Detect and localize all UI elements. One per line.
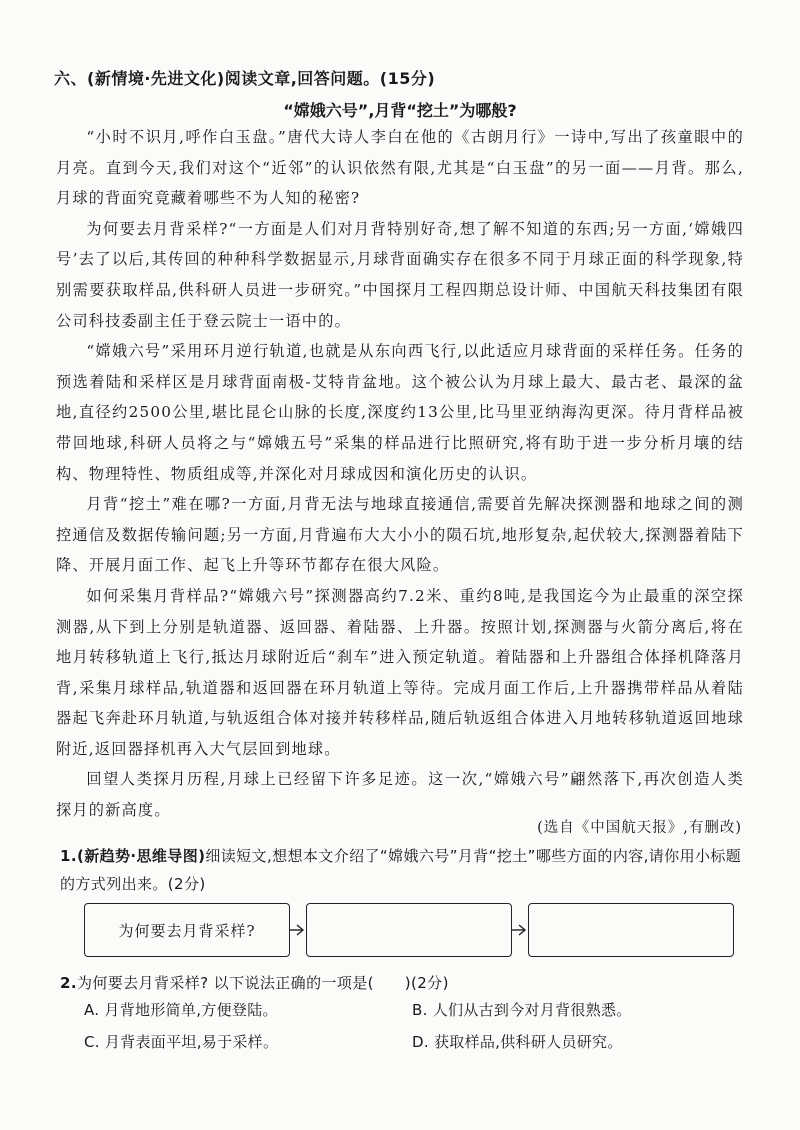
mind-map-box-1-label: 为何要去月背采样? [118, 921, 256, 940]
article-body [56, 122, 744, 826]
paragraph-6: 回望人类探月历程,月球上已经留下许多足迹。这一次,“嫦娥六号”翩然落下,再次创造人类探月的新高度。 [56, 770, 744, 820]
paragraph-5: 如何采集月背样品?“嫦娥六号”探测器高约7.2米、重约8吨,是我国迄今为止最重的深空探测器,从下到上分别是轨道器、返回器、着陆器、上升器。按照计划,探测器与火箭分离后,将在地月转移轨道上飞行,抵达月球附近后“刹车”进入预定轨道。着陆器和上升器组合体择机降落月背,采集月球样品,轨道器和返回器在环月轨道上等待。完成月面工作后,上升器携带样品从着陆器起飞奔赴环月轨道,与轨返组合体对接并转移样品,随后轨返组合体进入月地转移轨道返回地球附近,返回器择机再入大气层回到地球。 [56, 586, 744, 758]
paragraph-1: “小时不识月,呼作白玉盘。”唐代大诗人李白在他的《古朗月行》一诗中,写出了孩童眼中的月亮。直到今天,我们对这个“近邻”的认识依然有限,尤其是“白玉盘”的另一面——月背。那么,月球的背面究竟藏着哪些不为人知的秘密? [56, 128, 744, 208]
article-source: (选自《中国航天报》,有删改) [537, 820, 742, 836]
question-1-tag: (新趋势·思维导图) [76, 847, 206, 865]
option-d[interactable]: D. 获取样品,供科研人员研究。 [412, 1033, 623, 1051]
paragraph-3: “嫦娥六号”采用环月逆行轨道,也就是从东向西飞行,以此适应月球背面的采样任务。任务的预选着陆和采样区是月球背面南极-艾特肯盆地。这个被公认为月球上最大、最古老、最深的盆地,直径约2500公里,堪比昆仑山脉的长度,深度约13公里,比马里亚纳海沟更深。待月背样品被带回地球,科研人员将之与“嫦娥五号”采集的样品进行比照研究,将有助于进一步分析月壤的结构、物理特性、物质组成等,并深化对月球成因和演化历史的认识。 [56, 342, 744, 483]
option-c[interactable]: C. 月背表面平坦,易于采样。 [84, 1033, 279, 1051]
arrow-right-icon [290, 923, 306, 937]
paragraph-4: 月背“挖土”难在哪?一方面,月背无法与地球直接通信,需要首先解决探测器和地球之间的测控通信及数据传输问题;另一方面,月背遍布大大小小的陨石坑,地形复杂,起伏较大,探测器着陆下降、开展月面工作、起飞上升等环节都存在很大风险。 [56, 495, 744, 575]
question-2 [60, 969, 746, 997]
mind-map-box-3[interactable] [528, 903, 734, 957]
question-1-number: 1. [60, 847, 77, 865]
question-2-text: 为何要去月背采样? 以下说法正确的一项是( )(2分) [76, 974, 449, 992]
paragraph-2: 为何要去月背采样?“一方面是人们对月背特别好奇,想了解不知道的东西;另一方面,‘嫦娥四号’去了以后,其传回的种种科学数据显示,月球背面确实存在很多不同于月球正面的科学现象,特别需要获取样品,供科研人员进一步研究。”中国探月工程四期总设计师、中国航天科技集团有限公司科技委副主任于登云院士一语中的。 [56, 219, 744, 330]
option-a[interactable]: A. 月背地形简单,方便登陆。 [84, 1001, 278, 1019]
mind-map-box-1 [84, 903, 290, 957]
mind-map-flow [84, 903, 744, 961]
arrow-right-icon [512, 923, 528, 937]
option-b[interactable]: B. 人们从古到今对月背很熟悉。 [412, 1001, 632, 1019]
question-2-number: 2. [60, 974, 77, 992]
question-1 [60, 842, 746, 898]
mind-map-box-2[interactable] [306, 903, 512, 957]
article-title: “嫦娥六号”,月背“挖土”为哪般? [283, 101, 517, 120]
section-title: 六、(新情境·先进文化)阅读文章,回答问题。(15分) [54, 69, 436, 88]
question-1-text: 细读短文,想想本文介绍了“嫦娥六号”月背“挖土”哪些方面的内容,请你用小标题的方式列出来。(2分) [60, 847, 742, 893]
